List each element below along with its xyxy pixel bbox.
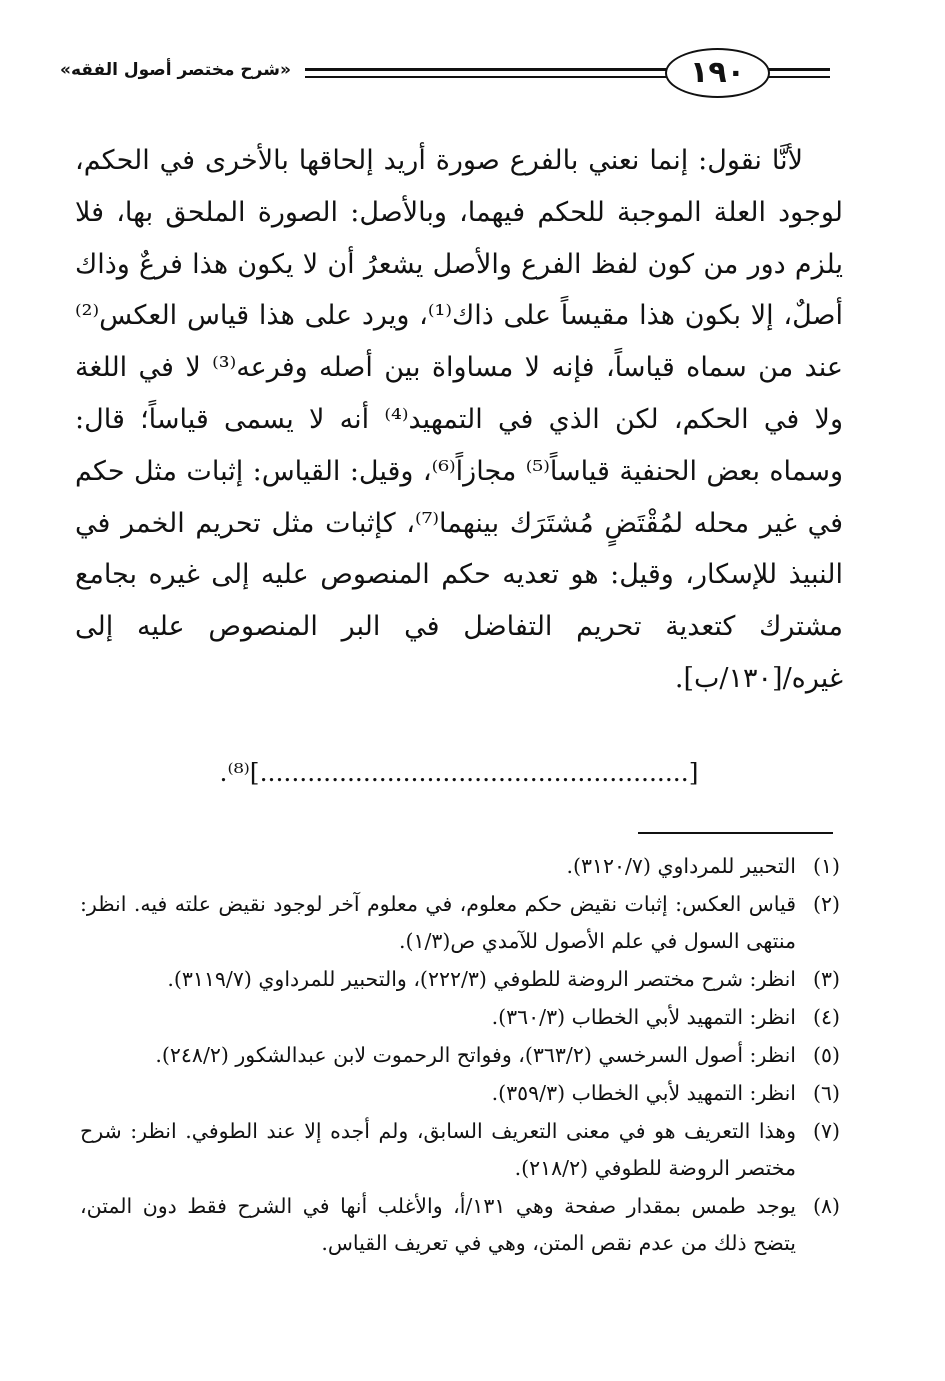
main-paragraph: لأنَّا نقول: إنما نعني بالفرع صورة أريد إلحاقها بالأخرى في الحكم، لوجود العلة الموجبة للحكم فيهما، وبالأصل: الصورة الملحق بها، فلا يلزم دور من كون لفظ الفرع والأصل يشعرُ أن لا يكون هذا فرعٌ وذاك أصلٌ، إلا بكون هذا مقيساً على ذاك⁽¹⁾، ويرد على هذا قياس العكس⁽²⁾ عند من سماه قياساً، فإنه لا مساواة بين أصله وفرعه⁽³⁾ لا في اللغة ولا في الحكم، لكن الذي في التمهيد⁽⁴⁾ أنه لا يسمى قياساً؛ قال: وسماه بعض الحنفية قياساً⁽⁵⁾ مجازاً⁽⁶⁾، وقيل: القياس: إثبات مثل حكم في غير محله لمُقْتَضٍ مُشتَرَك بينهما⁽⁷⁾، كإثبات مثل تحريم الخمر في النبيذ للإسكار، وقيل: هو تعديه حكم المنصوص عليه إلى غيره بجامع مشترك كتعدية تحريم التفاضل في البر المنصوص عليه إلى غيره/[١٣٠/ب]. [75,145,843,694]
footnote-4 [80,999,840,1036]
footnote-number: (٤) [812,1005,840,1029]
footnote-6 [80,1075,840,1112]
footnote-text: التحبير للمرداوي (٣١٢٠/٧). [566,854,796,878]
footnote-text: انظر: التمهيد لأبي الخطاب (٣٥٩/٣). [491,1081,796,1105]
page-number-oval [665,48,770,98]
running-title: «شرح مختصر أصول الفقه» [60,60,291,80]
footnote-text: انظر: أصول السرخسي (٣٦٣/٢)، وفواتح الرحموت لابن عبدالشكور (٢٤٨/٢). [155,1043,796,1067]
footnote-number: (٣) [812,967,840,991]
missing-text-marker: [......................................................]⁽⁸⁾. [219,758,699,787]
footnote-text: انظر: التمهيد لأبي الخطاب (٣٦٠/٣). [491,1005,796,1029]
footnote-number: (٥) [812,1043,840,1067]
footnote-8 [80,1188,840,1262]
main-text [75,135,843,705]
footnote-1 [80,848,840,885]
footnote-number: (٧) [812,1119,840,1143]
footnote-3 [80,961,840,998]
footnote-number: (١) [812,854,840,878]
footnote-number: (٨) [812,1194,840,1218]
page-header [60,40,840,120]
footnote-text: وهذا التعريف هو في معنى التعريف السابق، ولم أجده إلا عند الطوفي. انظر: شرح مختصر الروضة للطوفي (٢١٨/٢). [80,1119,796,1180]
footnote-5 [80,1037,840,1074]
footnote-number: (٢) [812,892,840,916]
page-number: ١٩٠ [690,55,745,90]
footnote-7 [80,1113,840,1187]
footnote-2 [80,886,840,960]
footnote-text: يوجد طمس بمقدار صفحة وهي ١٣١/أ، والأغلب أنها في الشرح فقط دون المتن، يتضح ذلك من عدم نقص المتن، وهي في تعريف القياس. [80,1194,796,1255]
footnotes [80,848,840,1263]
footnote-text: انظر: شرح مختصر الروضة للطوفي (٢٢٢/٣)، والتحبير للمرداوي (٣١١٩/٧). [167,967,796,991]
footnote-text: قياس العكس: إثبات نقيض حكم معلوم، في معلوم آخر لوجود نقيض علته فيه. انظر: منتهى السول في علم الأصول للآمدي ص(١/٣). [80,892,796,953]
footnote-number: (٦) [812,1081,840,1105]
footnote-separator [638,832,833,834]
